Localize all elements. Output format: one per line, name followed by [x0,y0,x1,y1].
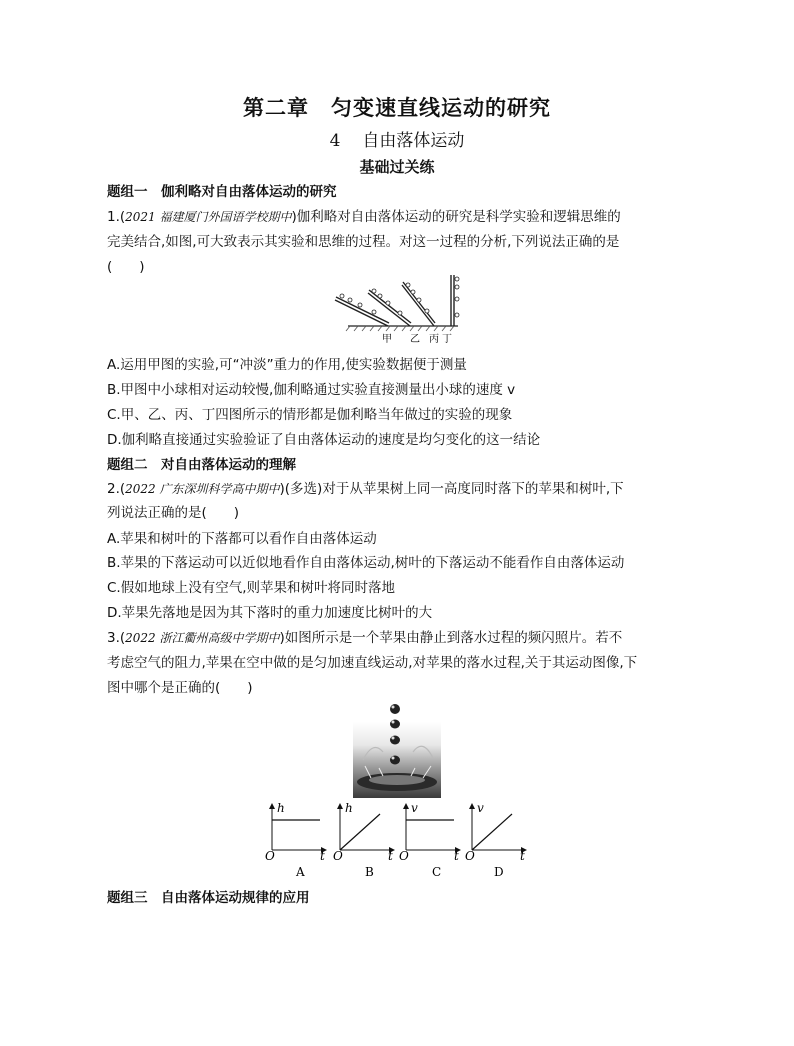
group-2-heading: 题组二 对自由落体运动的理解 [107,457,296,473]
graph-a-x-label: t [320,849,325,863]
group-1-heading: 题组一 伽利略对自由落体运动的研究 [107,184,337,200]
q2-source: 2022 广东深圳科学高中期中 [125,482,280,496]
q2-option-c: C.假如地球上没有空气,则苹果和树叶将同时落地 [107,580,396,596]
graph-c [399,801,460,879]
graph-a-y-label: h [277,801,285,815]
q2-stem-line2: 列说法正确的是( ) [107,505,240,521]
graph-b [333,801,394,879]
q3-stem-line1: 3.(2022 浙江衢州高级中学期中)如图所示是一个苹果由静止到落水过程的频闪照片。若不 [107,630,623,646]
q3-stem-line3: 图中哪个是正确的( ) [107,680,253,696]
q2-option-a: A.苹果和树叶的下落都可以看作自由落体运动 [107,531,377,547]
figure-label-jia: 甲 [382,334,392,345]
galileo-incline-figure [330,270,470,350]
graph-c-x-label: t [454,849,459,863]
q1-option-d: D.伽利略直接通过实验验证了自由落体运动的速度是均匀变化的这一结论 [107,432,541,448]
q1-stem-line2: 完美结合,如图,可大致表示其实验和思维的过程。对这一过程的分析,下列说法正确的是 [107,234,620,250]
figure-label-ding: 丁 [442,334,452,345]
exercise-type: 基础过关练 [359,158,435,176]
q2-option-b: B.苹果的下落运动可以近似地看作自由落体运动,树叶的下落运动不能看作自由落体运动 [107,555,625,571]
q1-stem-line1: 1.(2021 福建厦门外国语学校期中)伽利略对自由落体运动的研究是科学实验和逻辑思维的 [107,209,621,225]
graph-c-y-label: v [411,801,418,815]
graph-b-x-label: t [388,849,393,863]
section-number: 4 [329,131,341,151]
graph-a [265,801,326,879]
q3-stem-line2: 考虑空气的阻力,苹果在空中做的是匀加速直线运动,对苹果的落水过程,关于其运动图像,下 [107,655,638,671]
graph-c-letter: C [432,865,442,879]
graph-b-y-label: h [345,801,353,815]
graph-b-origin: O [333,849,343,863]
group-3-heading: 题组三 自由落体运动规律的应用 [107,890,310,906]
graph-a-letter: A [296,865,305,879]
q1-option-c: C.甲、乙、丙、丁四图所示的情形都是伽利略当年做过的实验的现象 [107,407,513,423]
q3-graph-options [262,800,532,882]
q1-option-a: A.运用甲图的实验,可“冲淡”重力的作用,使实验数据便于测量 [107,357,467,373]
chapter-title: 第二章 匀变速直线运动的研究 [243,96,551,120]
figure-label-bing: 丙 [429,334,439,345]
graph-c-origin: O [399,849,409,863]
figure-label-yi: 乙 [410,334,420,345]
q2-option-d: D.苹果先落地是因为其下落时的重力加速度比树叶的大 [107,605,433,621]
apple-strobe-photo [353,700,441,798]
q1-answer-blank: ( ) [107,259,145,275]
q3-source: 2022 浙江衢州高级中学期中 [125,631,280,645]
q1-option-b: B.甲图中小球相对运动较慢,伽利略通过实验直接测量出小球的速度 v [107,382,516,398]
graph-a-origin: O [265,849,275,863]
graph-b-letter: B [365,865,374,879]
graph-d-origin: O [465,849,475,863]
graph-d-x-label: t [520,849,525,863]
graph-d-y-label: v [477,801,484,815]
graph-d-letter: D [494,865,504,879]
graph-d [465,801,526,879]
q2-stem-line1: 2.(2022 广东深圳科学高中期中)(多选)对于从苹果树上同一高度同时落下的苹果和树叶,下 [107,481,624,497]
q1-source: 2021 福建厦门外国语学校期中 [125,210,292,224]
section-heading [0,126,794,151]
section-title: 自由落体运动 [362,131,465,151]
